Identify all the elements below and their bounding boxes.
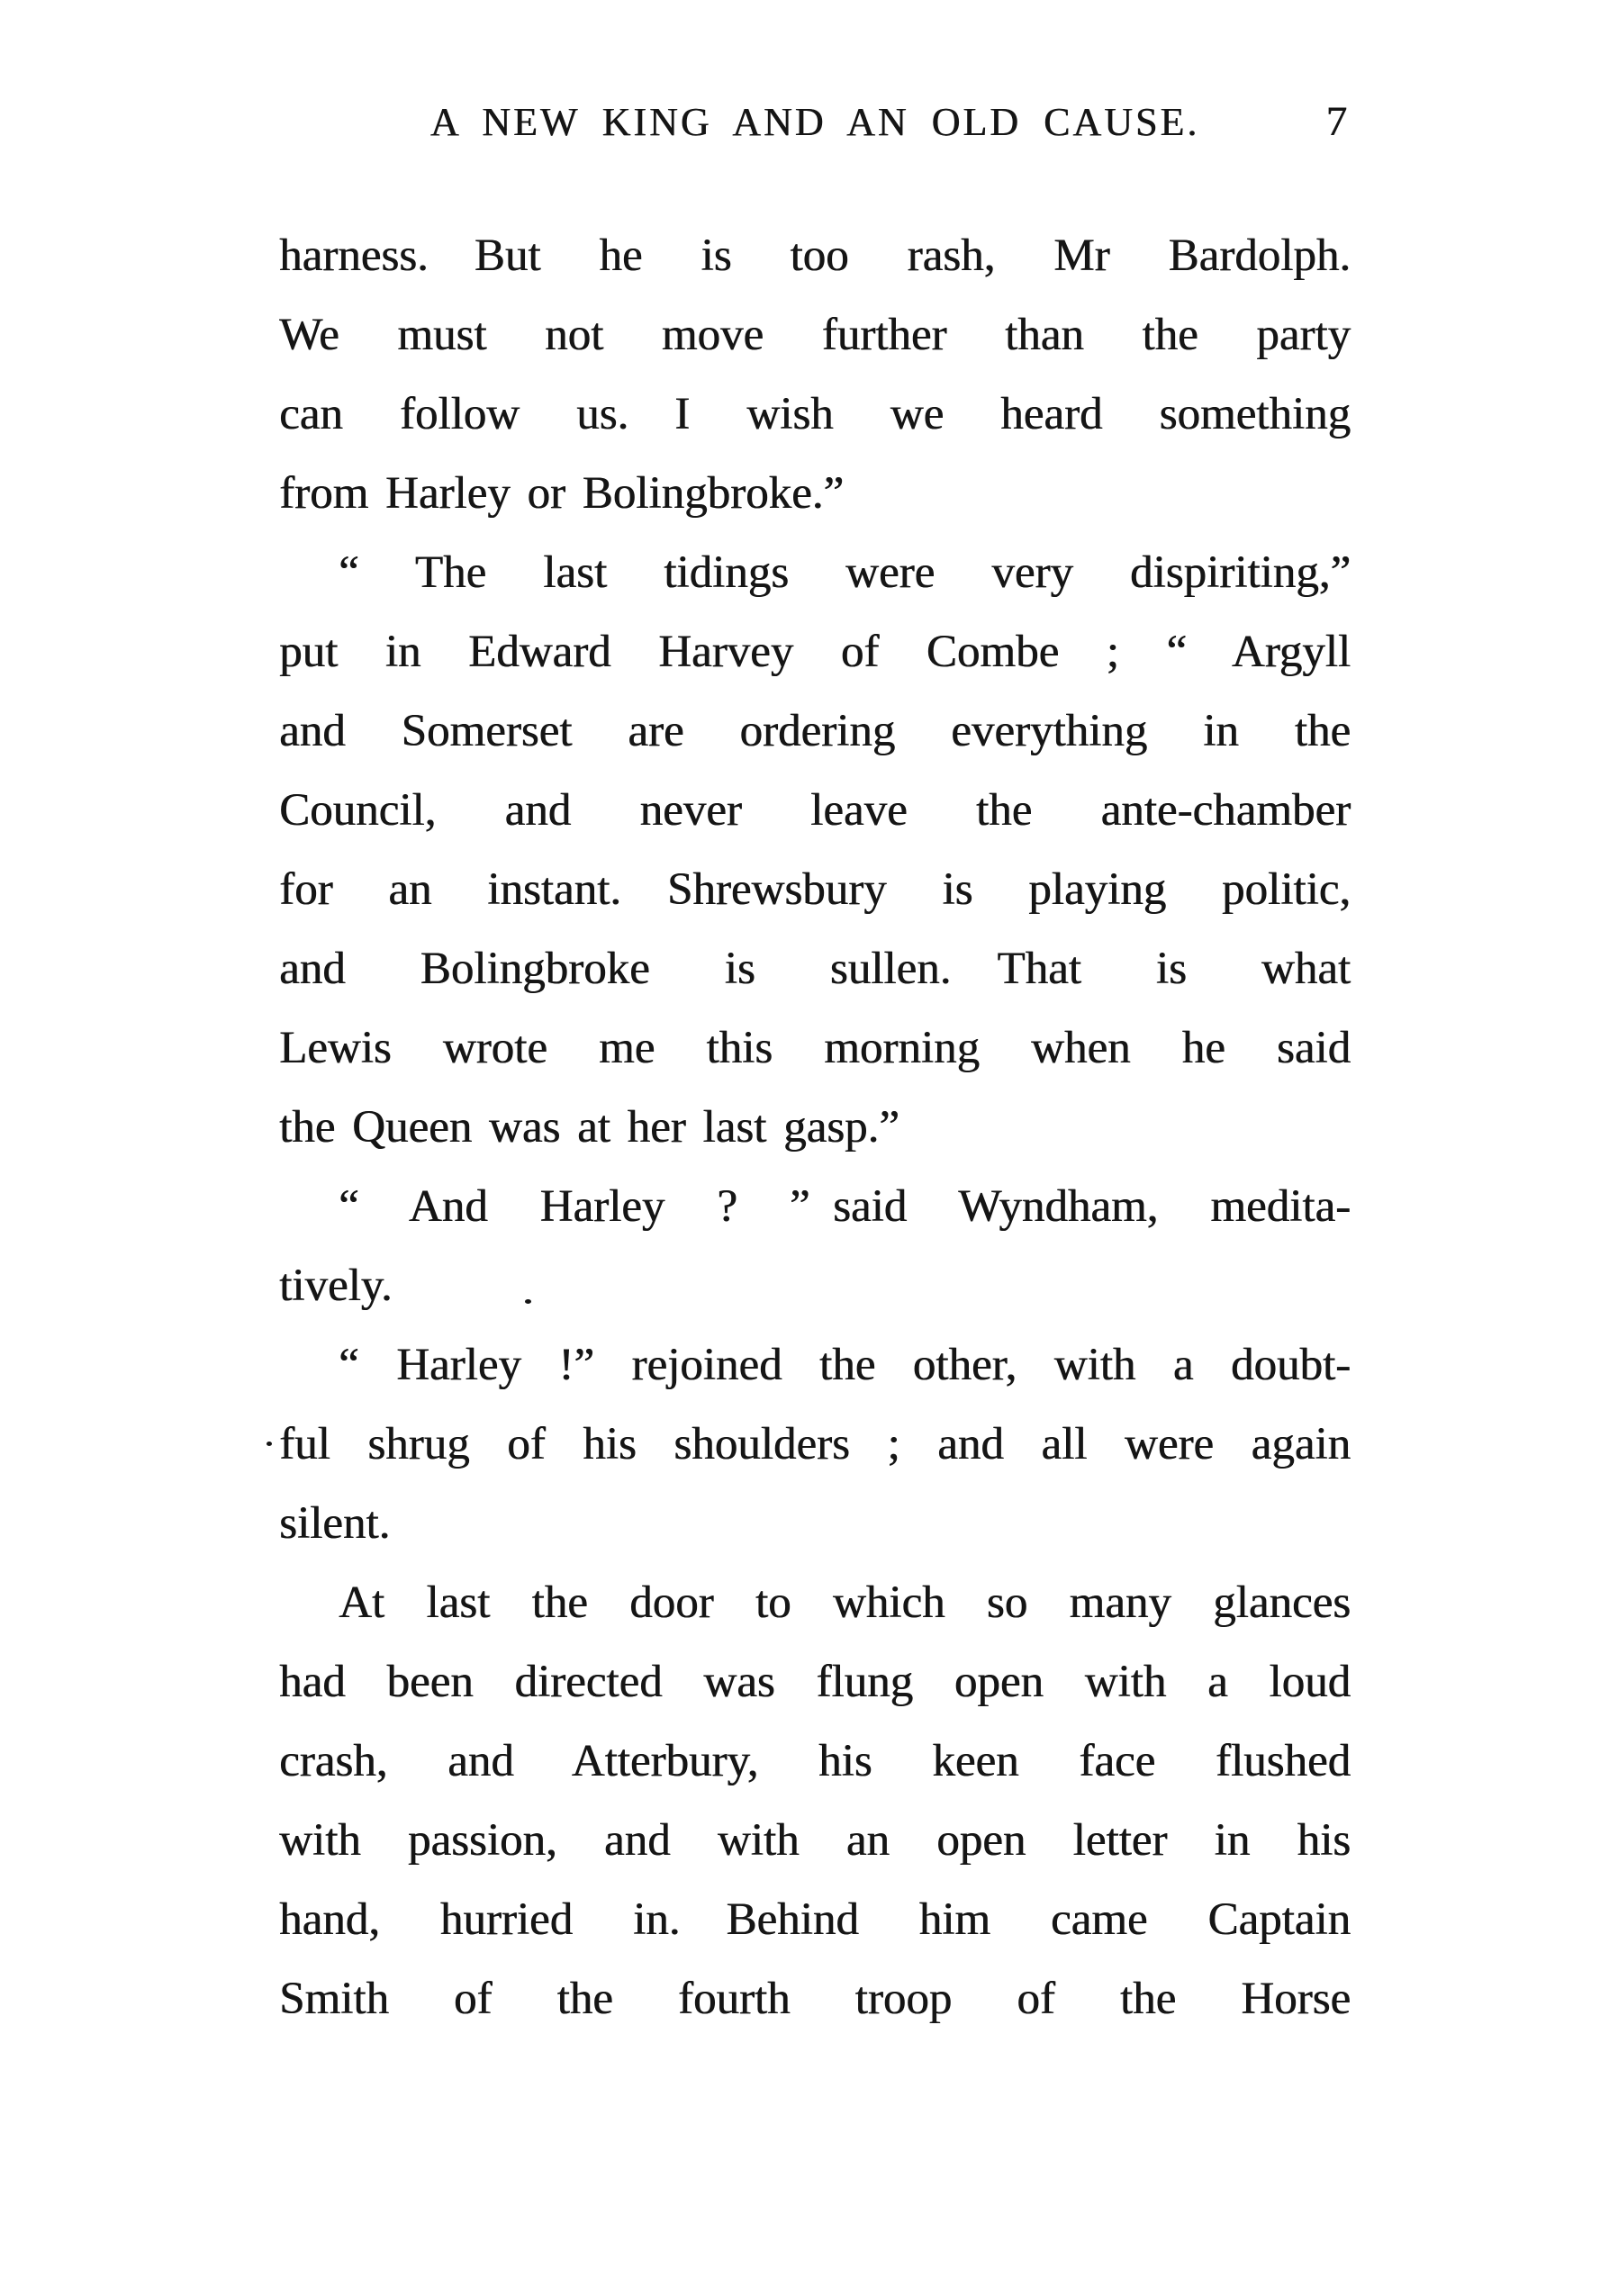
text-line: Council, and never leave the ante-chamber (279, 785, 1351, 836)
text-line: put in Edward Harvey of Combe ; “ Argyll (279, 627, 1351, 677)
text-line: Lewis wrote me this morning when he said (279, 1023, 1351, 1073)
page-number: 7 (1325, 98, 1347, 145)
page-header (279, 99, 1351, 153)
text-line: tively. (279, 1261, 393, 1311)
text-line: silent. (279, 1498, 391, 1549)
text-line: crash, and Atterbury, his keen face flushed (279, 1736, 1351, 1786)
text-line: ful shrug of his shoulders ; and all were again (279, 1419, 1351, 1469)
text-line: and Somerset are ordering everything in the (279, 706, 1351, 756)
ink-speck (525, 1299, 531, 1304)
ink-speck (267, 1442, 272, 1446)
text-line: “ The last tidings were very dispiriting,” (339, 547, 1351, 598)
text-line: We must not move further than the party (279, 310, 1351, 360)
text-line: harness. But he is too rash, Mr Bardolph. (279, 231, 1351, 281)
text-line: “ And Harley ? ” said Wyndham, medita- (339, 1181, 1351, 1232)
text-line: hand, hurried in. Behind him came Captain (279, 1894, 1351, 1945)
running-title: A NEW KING AND AN OLD CAUSE. (429, 100, 1200, 144)
text-line: “ Harley !” rejoined the other, with a doubt- (339, 1340, 1351, 1390)
text-line: At last the door to which so many glances (339, 1577, 1351, 1628)
text-line: Smith of the fourth troop of the Horse (279, 1974, 1351, 2024)
text-line: for an instant. Shrewsbury is playing politic, (279, 864, 1351, 915)
body-text (279, 216, 1351, 2038)
text-line: from Harley or Bolingbroke.” (279, 468, 844, 519)
text-line: and Bolingbroke is sullen. That is what (279, 944, 1351, 994)
text-line: can follow us. I wish we heard something (279, 389, 1351, 439)
text-line: with passion, and with an open letter in his (279, 1815, 1351, 1866)
text-line: the Queen was at her last gasp.” (279, 1102, 899, 1153)
text-line: had been directed was flung open with a loud (279, 1657, 1351, 1707)
